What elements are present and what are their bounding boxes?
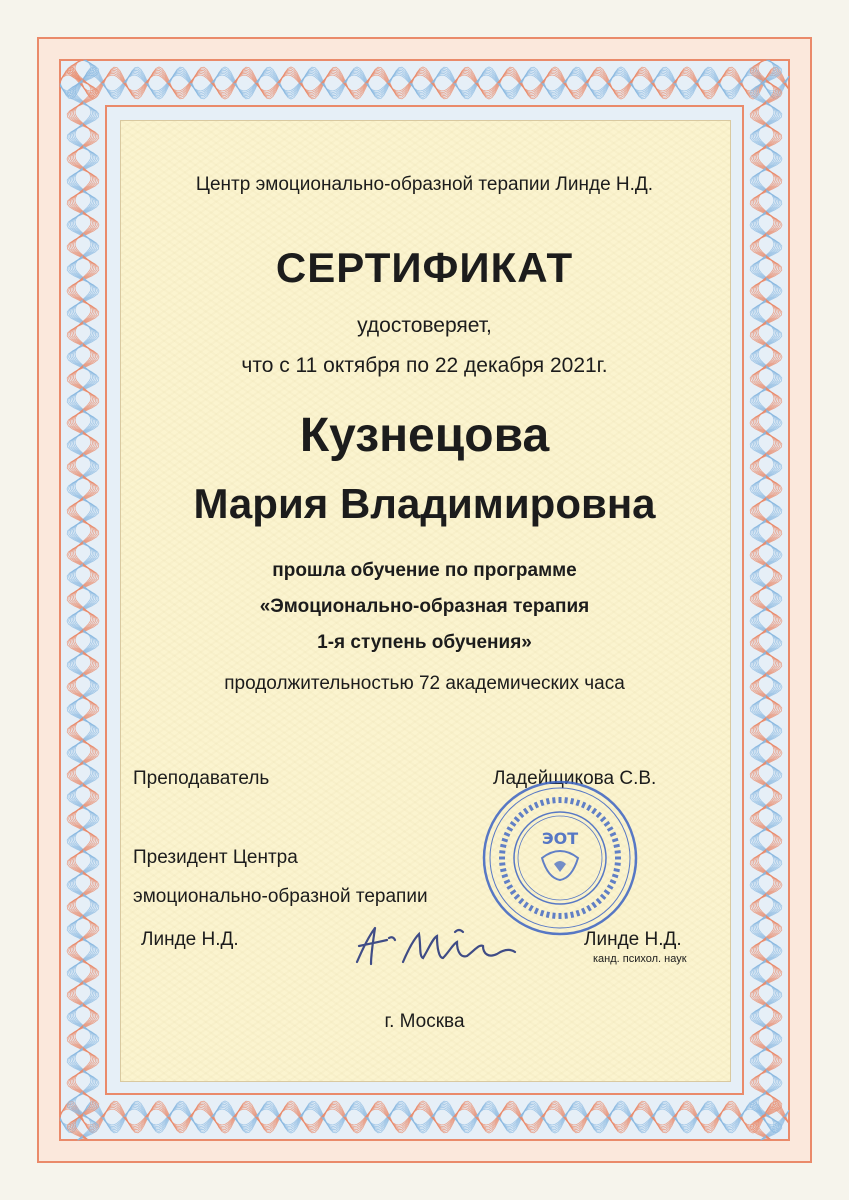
recipient-given-names: Мария Владимировна (193, 480, 656, 527)
president-name: Линде Н.Д. (141, 929, 239, 950)
completed-text: прошла обучение по программе (272, 560, 577, 581)
organization-name: Центр эмоционально-образной терапии Линде Н.Д. (195, 174, 654, 195)
teacher-name: Ладейщикова С.В. (493, 768, 657, 789)
city: г. Москва (384, 1011, 465, 1032)
recipient-surname: Кузнецова (299, 409, 550, 462)
training-period: что с 11 октября по 22 декабря 2021г. (241, 354, 608, 377)
signatory-name: Линде Н.Д. (584, 929, 682, 950)
president-label-line1: Президент Центра (133, 847, 298, 868)
president-label-line2: эмоционально-образной терапии (133, 886, 428, 907)
teacher-label: Преподаватель (133, 768, 270, 789)
handwritten-signature (345, 918, 525, 978)
signatory-degree: канд. психол. наук (593, 953, 687, 965)
program-duration: продолжительностью 72 академических часа (224, 673, 625, 694)
svg-text:ЭОТ: ЭОТ (541, 829, 579, 848)
certificate-title: СЕРТИФИКАТ (275, 244, 574, 291)
certifies-text: удостоверяет, (357, 314, 492, 337)
program-name-line1: «Эмоционально-образная терапия (259, 596, 590, 617)
round-seal-stamp (480, 778, 640, 938)
program-name-line2: 1-я ступень обучения» (317, 632, 532, 653)
